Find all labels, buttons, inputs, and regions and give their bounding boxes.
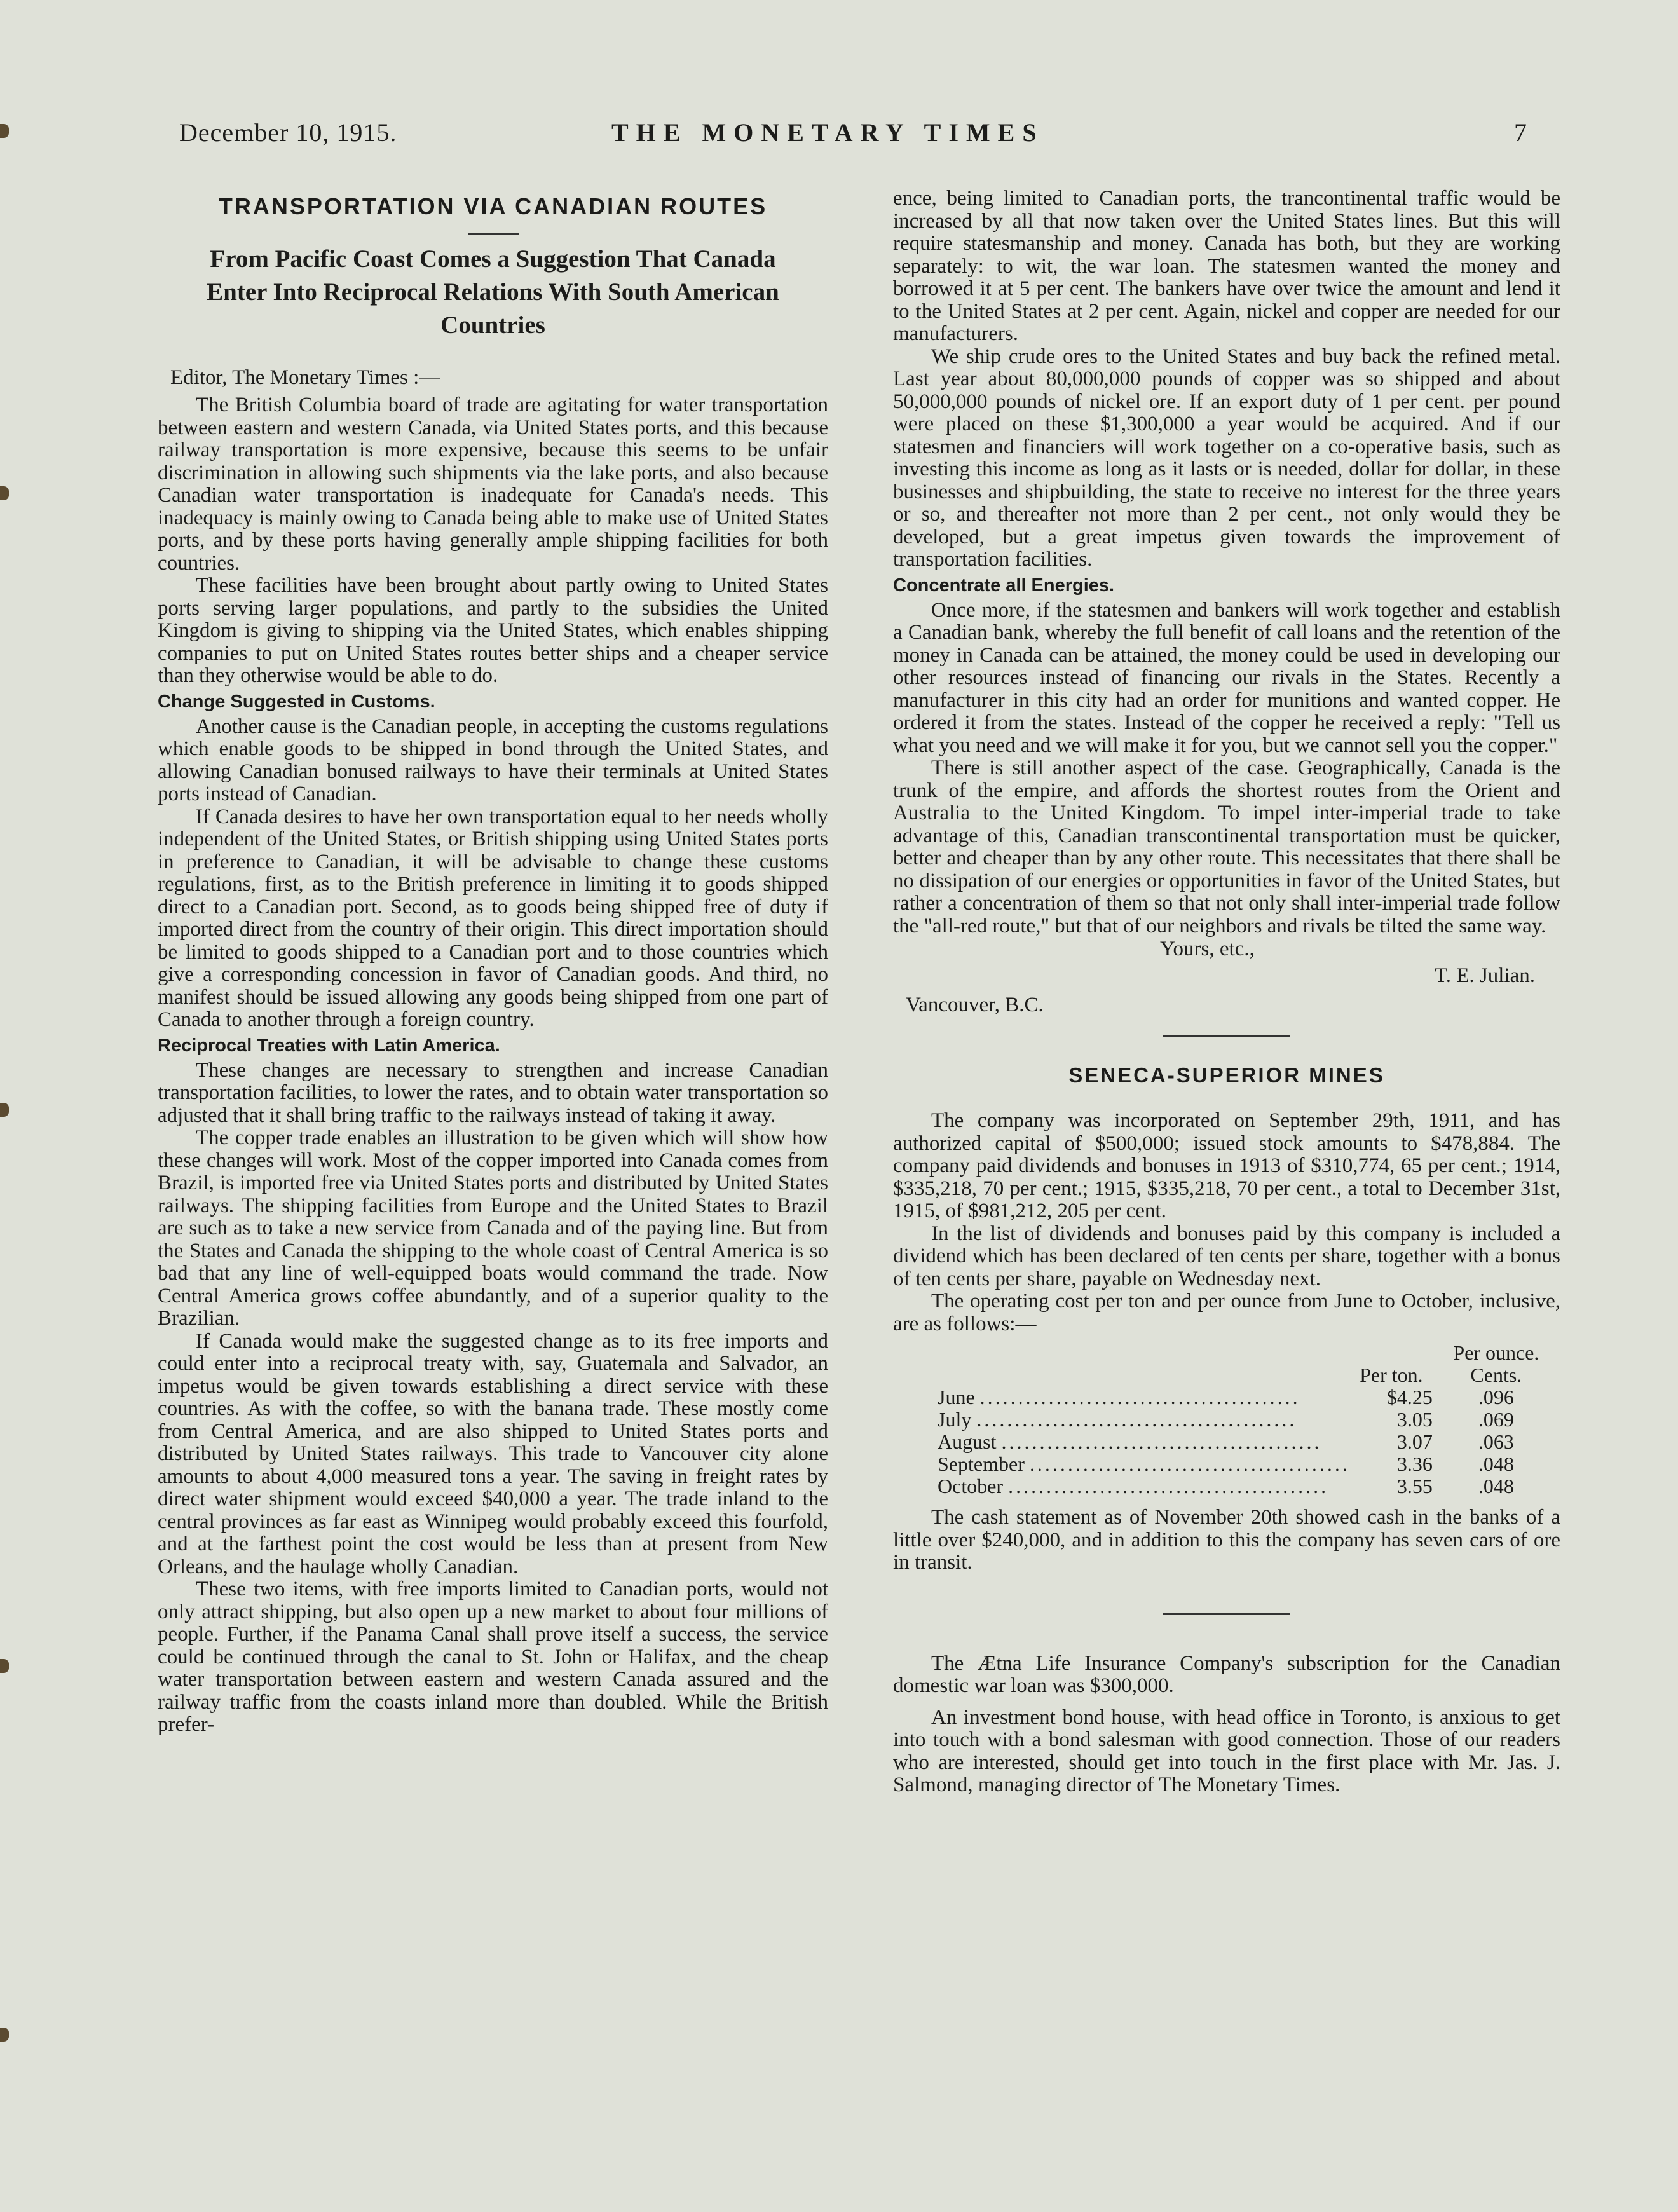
left-column xyxy=(158,188,828,1737)
column-header: Per ounce. xyxy=(1453,1341,1539,1364)
right-column xyxy=(893,188,1560,1797)
salutation: Editor, The Monetary Times :— xyxy=(170,366,440,389)
paragraph: We ship crude ores to the United States and buy back the refined metal. Last year about 80,000,000 pounds of copper was so shipped and about 50,000,000 pounds of nickel ore. If an export duty of 1 per cent. per pound were placed on these $1,300,000 a year would be acquired. And if our statesmen and financiers will work together on a co-operative basis, such as investing this income as long as it lasts or is needed, dollar for dollar, in these businesses and shipbuilding, the state to receive no interest for the three years or so, and thereafter not more than 2 per cent., not only would they be developed, but a great impetus given towards the improvement of transportation facilities. xyxy=(893,345,1560,571)
table-row: September .......................................... 3.36 .048 xyxy=(938,1453,1560,1475)
page-number: 7 xyxy=(1514,118,1527,147)
divider xyxy=(1163,1613,1290,1615)
article-deck: From Pacific Coast Comes a Suggestion That Canada Enter Into Reciprocal Relations With South American Countries xyxy=(207,245,779,339)
table-row: August .......................................... 3.07 .063 xyxy=(938,1431,1560,1453)
paragraph: The operating cost per ton and per ounce from June to October, inclusive, are as follows:— xyxy=(893,1290,1560,1335)
letter-closing: Yours, etc., xyxy=(1160,938,1255,960)
paragraph: The Ætna Life Insurance Company's subscription for the Canadian domestic war loan was $300,000. xyxy=(893,1651,1560,1697)
section-subhead: Concentrate all Energies. xyxy=(893,575,1115,596)
divider xyxy=(1163,1035,1290,1037)
paragraph: In the list of dividends and bonuses paid by this company is included a dividend which has been declared of ten cents per share, together with a bonus of ten cents per share, payable on Wednesday next. xyxy=(893,1222,1560,1290)
issue-date: December 10, 1915. xyxy=(179,118,397,147)
publication-title: THE MONETARY TIMES xyxy=(611,118,1044,147)
article-headline: TRANSPORTATION VIA CANADIAN ROUTES xyxy=(218,193,768,219)
paragraph: Once more, if the statesmen and bankers will work together and establish a Canadian bank, whereby the full benefit of call loans and the retention of the money in Canada can be attained, the money could be used in developing our other resources instead of financing our rivals in the States. Recently a manufacturer in this city had an order for munitions and wanted copper. He ordered it from the states. Instead of the copper he received a reply: "Tell us what you need and we will make it for you, but we cannot sell you the copper." xyxy=(893,598,1560,757)
month-cell: June xyxy=(938,1386,975,1409)
paragraph: If Canada would make the suggested change as to its free imports and could enter into a reciprocal treaty with, say, Guatemala and Salvador, an impetus would be given towards establishing a direct service with these countries. As with the coffee, so with the banana trade. These mostly come from Central America, and are also shipped to United States ports and distributed by United States railways. This trade to Vancouver city alone amounts to about 4,000 measured tons a year. The saving in freight rates by direct water shipment would exceed $40,000 a year. The trade inland to the central provinces as far east as Winnipeg would probably exceed this fourfold, and at the farthest point the cost would be less than at present from New Orleans, and the haulage wholly Canadian. xyxy=(158,1329,828,1578)
column-header: Cents. xyxy=(1470,1363,1522,1386)
page-edge-mark xyxy=(0,1103,9,1117)
paragraph: The cash statement as of November 20th showed cash in the banks of a little over $240,000, and in addition to this the company has seven cars of ore in transit. xyxy=(893,1506,1560,1574)
table-row: July .......................................... 3.05 .069 xyxy=(938,1409,1560,1431)
paragraph: These two items, with free imports limited to Canadian ports, would not only attract shipping, but also open up a new market to about four millions of people. Further, if the Panama Canal shall prove itself a success, the service could be continued through the canal to St. John or Halifax, and the cheap water transportation between eastern and western Canada assured and the railway traffic from the coasts inland more than doubled. While the British prefer- xyxy=(158,1578,828,1736)
month-cell: October xyxy=(938,1475,1004,1498)
per-ounce-cell: .063 xyxy=(1478,1430,1514,1453)
table-row: October .......................................... 3.55 .048 xyxy=(938,1475,1560,1498)
paragraph: ence, being limited to Canadian ports, the trancontinental traffic would be increased by all that now taken over the United States lines. But this will require statesmanship and money. Canada has both, but they are working separately: to wit, the war loan. The statesmen wanted the money and borrowed it at 5 per cent. The bankers have over twice the amount and lend it to the United States at 2 per cent. Again, nickel and copper are needed for our manufacturers. xyxy=(893,187,1560,345)
per-ton-cell: 3.55 xyxy=(1396,1475,1433,1498)
paragraph: The company was incorporated on September 29th, 1911, and has authorized capital of $500,000; issued stock amounts to $478,884. The company paid dividends and bonuses in 1913 of $310,774, 65 per cent.; 1914, $335,218, 70 per cent.; 1915, $335,218, 70 per cent., a total to December 31st, 1915, of $981,212, 205 per cent. xyxy=(893,1109,1560,1222)
paragraph: There is still another aspect of the case. Geographically, Canada is the trunk of the empire, and affords the shortest routes from the Orient and Australia to the United Kingdom. To impel inter-imperial trade to take advantage of this, Canadian transcontinental transportation must be quicker, better and cheaper than by any other route. This necessitates that there shall be no dissipation of our energies or opportunities in favor of the United States, but rather a concentration of them so that not only shall inter-imperial trade follow the "all-red route," but that of our neighbors and rivals be tilted the same way. xyxy=(893,756,1560,938)
divider xyxy=(468,233,519,235)
paragraph: The British Columbia board of trade are agitating for water transportation between eastern and western Canada, via United States ports, and this because railway transportation is more expensive, because this seems to be unfair discrimination in allowing such shipments via the lake ports, and also because Canadian water transportation is inadequate for Canada's needs. This inadequacy is mainly owing to Canada being able to make use of United States ports, and by these ports having generally ample shipping facilities for both countries. xyxy=(158,393,828,575)
month-cell: July xyxy=(938,1409,972,1431)
per-ounce-cell: .048 xyxy=(1478,1475,1514,1498)
per-ton-cell: 3.36 xyxy=(1396,1452,1433,1475)
per-ounce-cell: .069 xyxy=(1478,1408,1514,1431)
paragraph: These changes are necessary to strengthen and increase Canadian transportation facilities, to lower the rates, and to obtain water transportation so adjusted that it shall bring traffic to the railways instead of taking it away. xyxy=(158,1058,828,1127)
paragraph: The copper trade enables an illustration to be given which will show how these changes will work. Most of the copper imported into Canada comes from Brazil, is imported free via United States ports and distributed by United States railways. The shipping facilities from Europe and the United States to Brazil are such as to take a new service from Canada and of the paying line. But from the States and Canada the shipping to the whole coast of Central America is so bad that any line of well-equipped boats would command the trade. Now Central America grows coffee abundantly, and of a superior quality to the Brazilian. xyxy=(158,1126,828,1330)
page-edge-mark xyxy=(0,1659,9,1673)
page-edge-mark xyxy=(0,2028,9,2042)
paragraph: Another cause is the Canadian people, in accepting the customs regulations which enable goods to be shipped in bond through the United States, and allowing Canadian bonused railways to have their terminals at United States ports instead of Canadian. xyxy=(158,714,828,805)
column-header: Per ton. xyxy=(1360,1363,1423,1386)
mines-headline: SENECA-SUPERIOR MINES xyxy=(1068,1063,1385,1087)
per-ton-cell: 3.05 xyxy=(1396,1408,1433,1431)
letter-place: Vancouver, B.C. xyxy=(906,993,1044,1016)
per-ounce-cell: .048 xyxy=(1478,1452,1514,1475)
per-ton-cell: $4.25 xyxy=(1386,1386,1433,1409)
table-row: June .......................................... $4.25 .096 xyxy=(938,1386,1560,1409)
section-subhead: Change Suggested in Customs. xyxy=(158,691,435,712)
paragraph: An investment bond house, with head office in Toronto, is anxious to get into touch with a bond salesman with good connection. Those of our readers who are interested, should get into touch in the first place with Mr. Jas. J. Salmond, managing director of The Monetary Times. xyxy=(893,1705,1560,1796)
paragraph: If Canada desires to have her own transportation equal to her needs wholly independent of the United States, or British shipping using United States ports in preference to Canadian, it will be advisable to change these customs regulations, first, as to the British preference in limiting it to goods shipped direct to a Canadian port. Second, as to goods being shipped free of duty if imported direct from the country of their origin. This direct importation should be limited to goods shipped to a Canadian port and to those countries which give a corresponding concession in favor of Canadian goods. And third, no manifest should be issued allowing any goods being shipped from one part of Canada to another through a foreign country. xyxy=(158,805,828,1031)
page-edge-mark xyxy=(0,486,9,500)
operating-cost-table xyxy=(938,1342,1560,1498)
page-edge-mark xyxy=(0,124,9,138)
per-ounce-cell: .096 xyxy=(1478,1386,1514,1409)
per-ton-cell: 3.07 xyxy=(1396,1430,1433,1453)
section-subhead: Reciprocal Treaties with Latin America. xyxy=(158,1035,500,1056)
letter-signature: T. E. Julian. xyxy=(1435,964,1535,987)
running-head xyxy=(179,118,1527,156)
paragraph: These facilities have been brought about partly owing to United States ports serving larger populations, and partly to the subsidies the United Kingdom is giving to shipping via the United States, which enables shipping companies to put on United States routes better ships and a cheaper service than they otherwise would be able to do. xyxy=(158,574,828,687)
month-cell: August xyxy=(938,1431,997,1453)
month-cell: September xyxy=(938,1453,1025,1475)
